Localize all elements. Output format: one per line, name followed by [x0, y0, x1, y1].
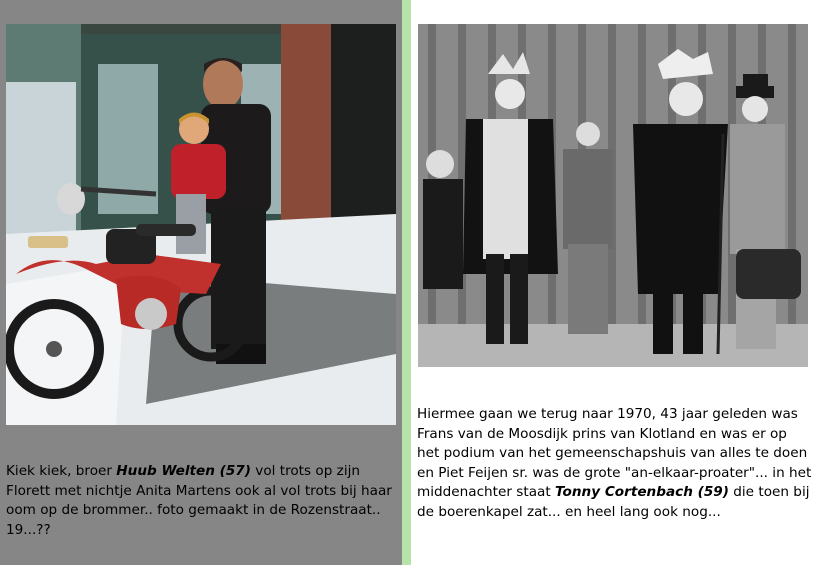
- photo-man-on-moped: [6, 24, 396, 425]
- caption-left: [6, 462, 396, 540]
- caption-left-text-end: vol trots op zijn Florett met nichtje Anita Martens ook al vol trots bij haar oom op de brommer.. foto gemaakt in de Rozenstraat.. 19...??: [6, 463, 392, 538]
- column-divider: [402, 0, 411, 565]
- right-panel: [411, 0, 814, 565]
- caption-right-text-start: Hiermee gaan we terug naar 1970, 43 jaar geleden was Frans van de Moosdijk prins van Klotland en was er op het podium van het gemeenschapshuis van alles te doen en Piet Feijen sr. was de grote "an-elkaar-proater"... in het middenachter staat: [417, 406, 812, 500]
- photo-carnival-stage: [418, 24, 808, 367]
- caption-right: [417, 405, 813, 522]
- caption-left-text-start: Kiek kiek, broer: [6, 463, 117, 479]
- left-panel: [0, 0, 402, 565]
- caption-right-text-end: die toen bij de boerenkapel zat... en heel lang ook nog...: [417, 484, 810, 520]
- caption-right-name: Tonny Cortenbach (59): [555, 484, 729, 500]
- caption-left-name: Huub Welten (57): [116, 463, 251, 479]
